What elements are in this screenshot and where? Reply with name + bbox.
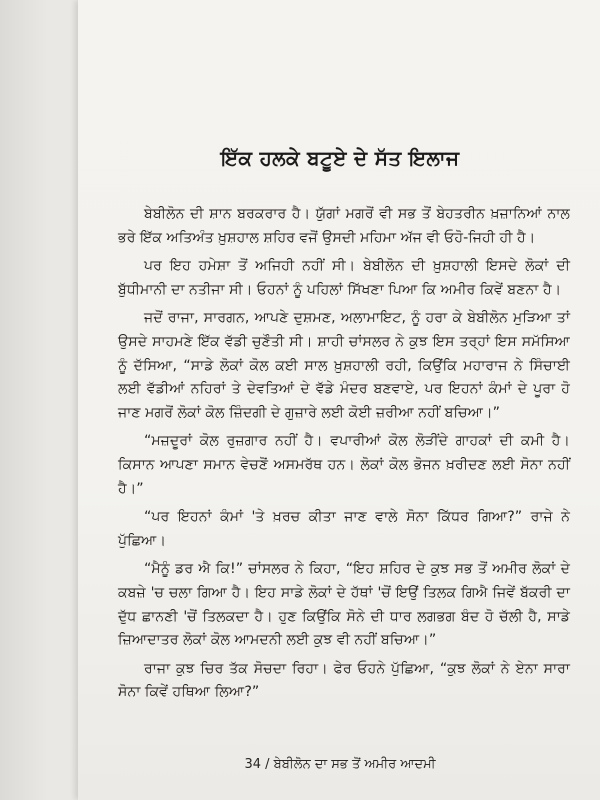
chapter-title: ਇੱਕ ਹਲਕੇ ਬਟੂਏ ਦੇ ਸੱਤ ਇਲਾਜ	[220, 146, 460, 170]
paragraph: “ਮੈਨੂੰ ਡਰ ਐ ਕਿ!” ਚਾਂਸਲਰ ਨੇ ਕਿਹਾ, “ਇਹ ਸ਼ਹਿਰ ਦੇ ਕੁਝ ਸਭ ਤੋਂ ਅਮੀਰ ਲੋਕਾਂ ਦੇ ਕਬਜ਼ੇ 'ਚ ਚਲਾ ਗਿਆ ਹੈ। ਇਹ ਸਾਡੇ ਲੋਕਾਂ ਦੇ ਹੱਥਾਂ 'ਚੋਂ ਇਉਂ ਤਿਲਕ ਗਿਐ ਜਿਵੇਂ ਬੱਕਰੀ ਦਾ ਦੁੱਧ ਛਾਨਣੀ 'ਚੋਂ ਤਿਲਕਦਾ ਹੈ। ਹੁਣ ਕਿਉਂਕਿ ਸੋਨੇ ਦੀ ਧਾਰ ਲਗਭਗ ਬੰਦ ਹੋ ਚੱਲੀ ਹੈ, ਸਾਡੇ ਜ਼ਿਆਦਾਤਰ ਲੋਕਾਂ ਕੋਲ ਆਮਦਨੀ ਲਈ ਕੁਝ ਵੀ ਨਹੀਂ ਬਚਿਆ।”	[118, 561, 570, 649]
paragraph: ਪਰ ਇਹ ਹਮੇਸ਼ਾ ਤੋਂ ਅਜਿਹੀ ਨਹੀਂ ਸੀ। ਬੇਬੀਲੋਨ ਦੀ ਖ਼ੁਸ਼ਹਾਲੀ ਇਸਦੇ ਲੋਕਾਂ ਦੀ ਬੁੱਧੀਮਾਨੀ ਦਾ ਨਤੀਜਾ ਸੀ। ਓਹਨਾਂ ਨੂੰ ਪਹਿਲਾਂ ਸਿੱਖਣਾ ਪਿਆ ਕਿ ਅਮੀਰ ਕਿਵੇਂ ਬਣਨਾ ਹੈ।	[118, 258, 570, 298]
previous-page-bleed-through	[100, 0, 600, 140]
paragraph: ਰਾਜਾ ਕੁਝ ਚਿਰ ਤੱਕ ਸੋਚਦਾ ਰਿਹਾ। ਫੇਰ ਓਹਨੇ ਪੁੱਛਿਆ, “ਕੁਝ ਲੋਕਾਂ ਨੇ ਏਨਾ ਸਾਰਾ ਸੋਨਾ ਕਿਵੇਂ ਹਥਿਆ ਲਿਆ?”	[118, 660, 570, 701]
page-footer: 34 / ਬੇਬੀਲੋਨ ਦਾ ਸਭ ਤੋਂ ਅਮੀਰ ਆਦਮੀ	[244, 757, 436, 772]
body-text	[118, 203, 570, 710]
paragraph: ਬੇਬੀਲੋਨ ਦੀ ਸ਼ਾਨ ਬਰਕਰਾਰ ਹੈ। ਯੁੱਗਾਂ ਮਗਰੋਂ ਵੀ ਸਭ ਤੋਂ ਬੇਹਤਰੀਨ ਖ਼ਜ਼ਾਨਿਆਂ ਨਾਲ ਭਰੇ ਇੱਕ ਅਤਿਅੰਤ ਖ਼ੁਸ਼ਹਾਲ ਸ਼ਹਿਰ ਵਜੋਂ ਉਸਦੀ ਮਹਿਮਾ ਅੱਜ ਵੀ ਓਹੋ-ਜਿਹੀ ਹੀ ਹੈ।	[118, 206, 570, 246]
paragraph: “ਮਜ਼ਦੂਰਾਂ ਕੋਲ ਰੁਜ਼ਗਾਰ ਨਹੀਂ ਹੈ। ਵਪਾਰੀਆਂ ਕੋਲ ਲੋੜੀਂਦੇ ਗਾਹਕਾਂ ਦੀ ਕਮੀ ਹੈ। ਕਿਸਾਨ ਆਪਣਾ ਸਮਾਨ ਵੇਚਣੋਂ ਅਸਮਰੱਥ ਹਨ। ਲੋਕਾਂ ਕੋਲ ਭੋਜਨ ਖ਼ਰੀਦਣ ਲਈ ਸੋਨਾ ਨਹੀਂ ਹੈ।”	[118, 433, 570, 497]
paragraph: ਜਦੋਂ ਰਾਜਾ, ਸਾਰਗਨ, ਆਪਣੇ ਦੁਸ਼ਮਣ, ਅਲਾਮਾਇਟ, ਨੂੰ ਹਰਾ ਕੇ ਬੇਬੀਲੋਨ ਮੁੜਿਆ ਤਾਂ ਉਸਦੇ ਸਾਹਮਣੇ ਇੱਕ ਵੱਡੀ ਚੁਣੌਤੀ ਸੀ। ਸ਼ਾਹੀ ਚਾਂਸਲਰ ਨੇ ਕੁਝ ਇਸ ਤਰ੍ਹਾਂ ਇਸ ਸਮੱਸਿਆ ਨੂੰ ਦੱਸਿਆ, “ਸਾਡੇ ਲੋਕਾਂ ਕੋਲ ਕਈ ਸਾਲ ਖ਼ੁਸ਼ਹਾਲੀ ਰਹੀ, ਕਿਉਂਕਿ ਮਹਾਰਾਜ ਨੇ ਸਿੰਚਾਈ ਲਈ ਵੱਡੀਆਂ ਨਹਿਰਾਂ ਤੇ ਦੇਵਤਿਆਂ ਦੇ ਵੱਡੇ ਮੰਦਰ ਬਣਵਾਏ, ਪਰ ਇਹਨਾਂ ਕੰਮਾਂ ਦੇ ਪੂਰਾ ਹੋ ਜਾਣ ਮਗਰੋਂ ਲੋਕਾਂ ਕੋਲ ਜ਼ਿੰਦਗੀ ਦੇ ਗੁਜ਼ਾਰੇ ਲਈ ਕੋਈ ਜ਼ਰੀਆ ਨਹੀਂ ਬਚਿਆ।”	[118, 310, 570, 421]
paragraph: “ਪਰ ਇਹਨਾਂ ਕੰਮਾਂ 'ਤੇ ਖ਼ਰਚ ਕੀਤਾ ਜਾਣ ਵਾਲੇ ਸੋਨਾ ਕਿੱਧਰ ਗਿਆ?” ਰਾਜੇ ਨੇ ਪੁੱਛਿਆ।	[118, 509, 570, 549]
